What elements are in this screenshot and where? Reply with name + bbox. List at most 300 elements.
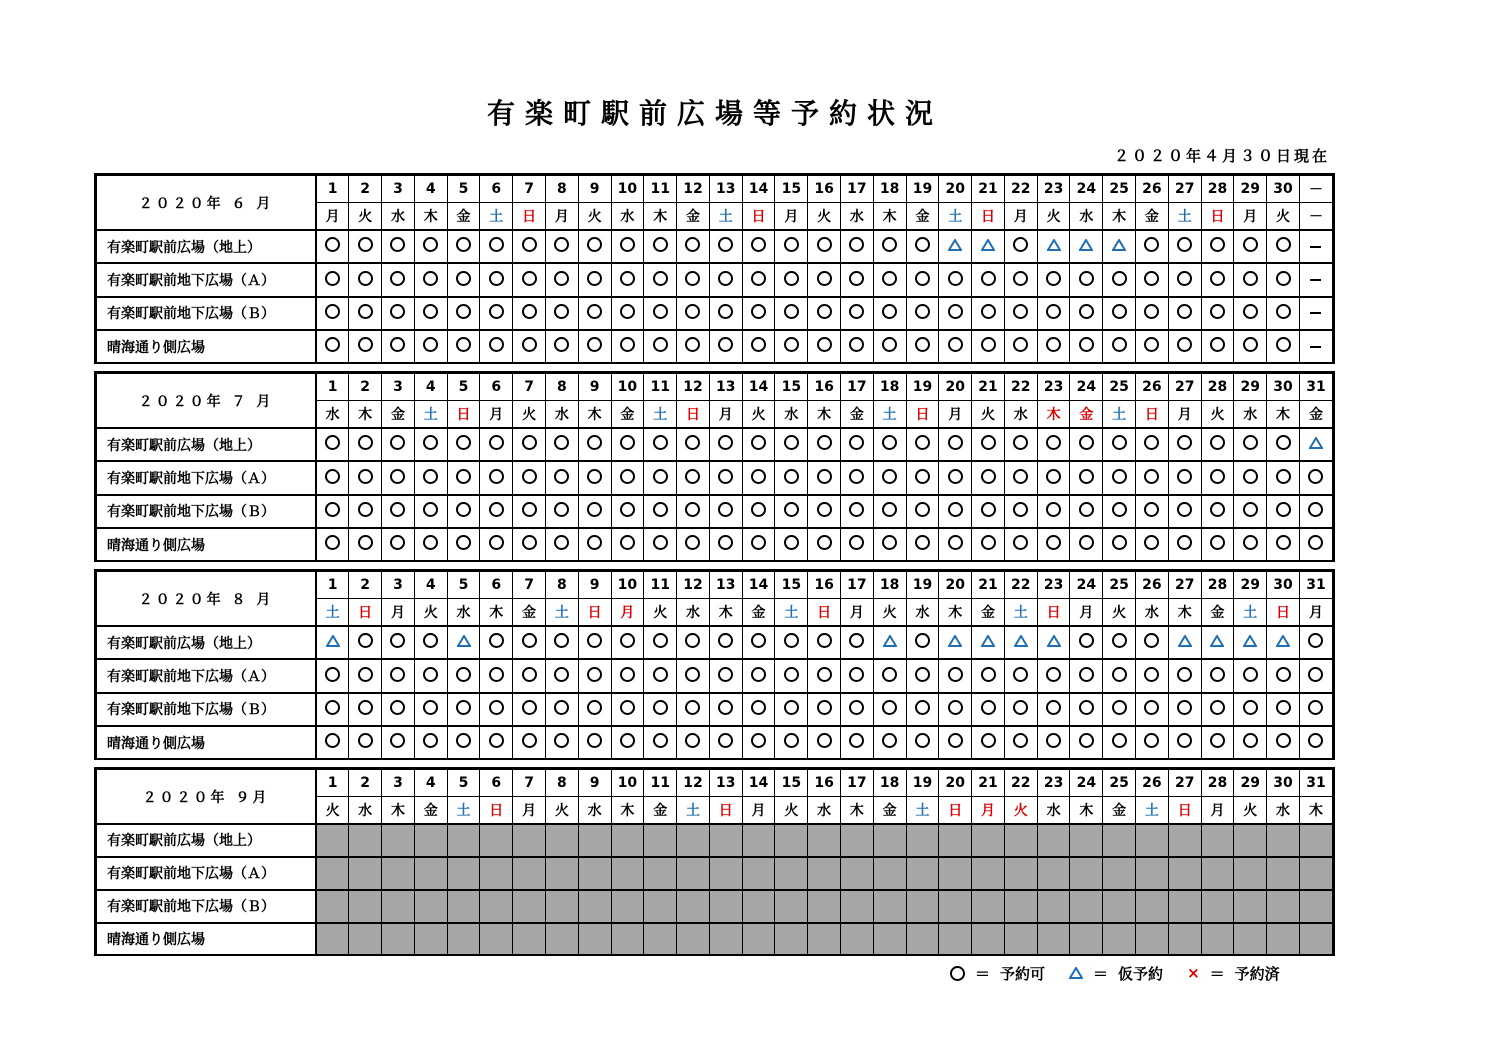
circle-icon	[653, 304, 668, 319]
status-available	[1267, 495, 1300, 528]
triangle-icon	[948, 635, 962, 647]
status-available	[677, 659, 710, 692]
day-of-week: 水	[545, 401, 578, 429]
status-unavailable	[1037, 824, 1070, 857]
status-available	[742, 659, 775, 692]
circle-icon	[817, 535, 832, 550]
circle-icon	[948, 733, 963, 748]
status-unavailable	[775, 923, 808, 954]
day-of-week: 土	[545, 599, 578, 627]
status-available	[480, 297, 513, 330]
status-available	[972, 528, 1005, 560]
circle-icon	[1308, 535, 1323, 550]
day-of-week: 火	[1037, 203, 1070, 231]
day-number: 18	[873, 374, 906, 401]
status-unavailable	[1004, 923, 1037, 954]
status-available	[841, 693, 874, 726]
status-available	[513, 230, 546, 263]
day-number: 2	[349, 572, 382, 599]
day-number: 10	[611, 770, 644, 797]
day-number: 26	[1136, 176, 1169, 203]
circle-icon	[1276, 469, 1291, 484]
day-number: 24	[1070, 572, 1103, 599]
circle-icon	[915, 469, 930, 484]
status-available	[382, 659, 415, 692]
day-of-week: 月	[939, 401, 972, 429]
status-available	[480, 659, 513, 692]
circle-icon	[1013, 667, 1028, 682]
circle-icon	[882, 337, 897, 352]
status-available	[1234, 461, 1267, 494]
day-of-week: 金	[382, 401, 415, 429]
circle-icon	[1177, 535, 1192, 550]
status-unavailable	[1103, 890, 1136, 923]
status-available	[808, 297, 841, 330]
circle-icon	[358, 700, 373, 715]
legend-equals: ＝	[975, 964, 991, 983]
status-available	[1201, 297, 1234, 330]
circle-icon	[1210, 271, 1225, 286]
day-of-week: 金	[447, 203, 480, 231]
status-available	[906, 693, 939, 726]
circle-icon	[653, 700, 668, 715]
status-available	[1004, 528, 1037, 560]
status-available	[742, 263, 775, 296]
circle-icon	[718, 502, 733, 517]
status-available	[447, 659, 480, 692]
circle-icon	[620, 435, 635, 450]
status-available	[939, 263, 972, 296]
status-available	[1201, 428, 1234, 461]
circle-icon	[1046, 271, 1061, 286]
status-available	[545, 297, 578, 330]
status-unavailable	[1299, 890, 1332, 923]
day-of-week: 月	[316, 203, 349, 231]
circle-icon	[751, 304, 766, 319]
location-label: 晴海通り側広場	[97, 923, 317, 954]
status-available	[578, 495, 611, 528]
status-available	[1168, 495, 1201, 528]
status-available	[1299, 659, 1332, 692]
status-available	[414, 263, 447, 296]
day-number: 13	[709, 374, 742, 401]
status-unavailable	[414, 824, 447, 857]
circle-icon	[325, 337, 340, 352]
status-available	[1136, 428, 1169, 461]
status-unavailable	[382, 923, 415, 954]
status-available	[545, 626, 578, 659]
status-unavailable	[1168, 923, 1201, 954]
status-available	[906, 263, 939, 296]
triangle-icon	[883, 635, 897, 647]
day-number: 4	[414, 770, 447, 797]
circle-icon	[685, 667, 700, 682]
circle-icon	[522, 633, 537, 648]
status-tentative	[1070, 230, 1103, 263]
status-available	[709, 297, 742, 330]
circle-icon	[423, 337, 438, 352]
day-number: 12	[677, 176, 710, 203]
circle-icon	[685, 271, 700, 286]
status-available	[1070, 495, 1103, 528]
circle-icon	[751, 633, 766, 648]
month-block	[94, 173, 1335, 364]
circle-icon	[1243, 502, 1258, 517]
day-number: 2	[349, 176, 382, 203]
day-of-week: 月	[513, 797, 546, 825]
legend	[950, 962, 1340, 984]
circle-icon	[1308, 733, 1323, 748]
circle-icon	[1013, 535, 1028, 550]
circle-icon	[1177, 337, 1192, 352]
day-number: 16	[808, 572, 841, 599]
status-available	[447, 230, 480, 263]
status-available	[939, 528, 972, 560]
day-number: 28	[1201, 374, 1234, 401]
circle-icon	[653, 271, 668, 286]
circle-icon	[784, 502, 799, 517]
status-available	[742, 230, 775, 263]
status-unavailable	[513, 824, 546, 857]
circle-icon	[390, 633, 405, 648]
circle-icon	[817, 435, 832, 450]
status-available	[447, 428, 480, 461]
legend-booked	[1187, 963, 1280, 984]
circle-icon	[1177, 435, 1192, 450]
status-available	[1299, 528, 1332, 560]
circle-icon	[915, 733, 930, 748]
day-number: 15	[775, 176, 808, 203]
status-available	[677, 693, 710, 726]
status-available	[480, 495, 513, 528]
circle-icon	[620, 667, 635, 682]
status-available	[972, 297, 1005, 330]
day-of-week: 土	[709, 203, 742, 231]
day-number: 12	[677, 572, 710, 599]
status-available	[1234, 428, 1267, 461]
day-number: 19	[906, 374, 939, 401]
status-available	[677, 230, 710, 263]
status-unavailable	[480, 890, 513, 923]
status-available	[513, 330, 546, 362]
circle-icon	[423, 435, 438, 450]
status-available	[873, 693, 906, 726]
status-available	[480, 528, 513, 560]
status-available	[545, 263, 578, 296]
circle-icon	[685, 337, 700, 352]
status-available	[873, 461, 906, 494]
circle-icon	[489, 435, 504, 450]
circle-icon	[1308, 700, 1323, 715]
day-of-week: 日	[709, 797, 742, 825]
status-available	[841, 726, 874, 758]
circle-icon	[784, 304, 799, 319]
status-available	[1168, 330, 1201, 362]
status-available	[349, 693, 382, 726]
day-of-week: 木	[709, 599, 742, 627]
day-of-week: 水	[382, 203, 415, 231]
circle-icon	[554, 337, 569, 352]
status-unavailable	[873, 857, 906, 890]
triangle-icon	[981, 239, 995, 251]
triangle-icon	[981, 635, 995, 647]
circle-icon	[554, 304, 569, 319]
circle-icon	[1144, 633, 1159, 648]
day-of-week: 木	[939, 599, 972, 627]
day-number: 26	[1136, 374, 1169, 401]
circle-icon	[718, 633, 733, 648]
circle-icon	[817, 304, 832, 319]
status-available	[906, 528, 939, 560]
month-label: ２０２０年 ８ 月	[97, 572, 317, 627]
status-available	[1070, 461, 1103, 494]
circle-icon	[981, 700, 996, 715]
status-available	[414, 495, 447, 528]
day-number: 1	[316, 770, 349, 797]
circle-icon	[1112, 667, 1127, 682]
status-available	[808, 461, 841, 494]
status-available	[1103, 528, 1136, 560]
status-available	[873, 495, 906, 528]
day-number: 28	[1201, 572, 1234, 599]
circle-icon	[948, 304, 963, 319]
day-of-week: 土	[644, 401, 677, 429]
circle-icon	[1046, 700, 1061, 715]
circle-icon	[587, 700, 602, 715]
status-available	[513, 693, 546, 726]
circle-icon	[390, 469, 405, 484]
status-available	[1037, 528, 1070, 560]
circle-icon	[817, 337, 832, 352]
status-unavailable	[611, 857, 644, 890]
circle-icon	[522, 237, 537, 252]
status-unavailable	[644, 857, 677, 890]
circle-icon	[685, 304, 700, 319]
status-available	[611, 495, 644, 528]
circle-icon	[948, 502, 963, 517]
status-available	[709, 330, 742, 362]
status-available	[644, 495, 677, 528]
circle-icon	[587, 502, 602, 517]
status-available	[316, 230, 349, 263]
day-of-week: 日	[1201, 203, 1234, 231]
status-available	[873, 528, 906, 560]
status-available	[1070, 528, 1103, 560]
circle-icon	[981, 535, 996, 550]
circle-icon	[751, 435, 766, 450]
day-of-week: 火	[1103, 599, 1136, 627]
status-available	[447, 495, 480, 528]
circle-icon	[390, 271, 405, 286]
circle-icon	[1144, 271, 1159, 286]
day-number: 5	[447, 176, 480, 203]
status-tentative	[316, 626, 349, 659]
circle-icon	[358, 271, 373, 286]
location-label: 有楽町駅前地下広場（Ｂ）	[97, 297, 317, 330]
status-available	[1267, 528, 1300, 560]
circle-icon	[817, 733, 832, 748]
circle-icon	[784, 271, 799, 286]
circle-icon	[1210, 535, 1225, 550]
circle-icon	[981, 733, 996, 748]
circle-icon	[653, 435, 668, 450]
status-available	[414, 726, 447, 758]
circle-icon	[456, 733, 471, 748]
circle-icon	[653, 502, 668, 517]
day-of-week: 月	[1234, 203, 1267, 231]
status-available	[1168, 230, 1201, 263]
status-available	[1234, 230, 1267, 263]
status-available	[742, 461, 775, 494]
circle-icon	[1079, 502, 1094, 517]
status-available	[513, 428, 546, 461]
day-number: 17	[841, 572, 874, 599]
status-available	[1004, 330, 1037, 362]
status-unavailable	[382, 824, 415, 857]
circle-icon	[1046, 502, 1061, 517]
day-number: 15	[775, 572, 808, 599]
circle-icon	[817, 700, 832, 715]
status-available	[578, 726, 611, 758]
status-available	[1070, 693, 1103, 726]
circle-icon	[1276, 502, 1291, 517]
circle-icon	[1112, 700, 1127, 715]
day-of-week: 金	[906, 203, 939, 231]
status-available	[1299, 726, 1332, 758]
circle-icon	[1276, 237, 1291, 252]
status-available	[545, 693, 578, 726]
day-of-week: 水	[1070, 203, 1103, 231]
circle-icon	[784, 237, 799, 252]
status-unavailable	[578, 890, 611, 923]
status-available	[841, 528, 874, 560]
status-available	[349, 528, 382, 560]
day-of-week: 木	[1103, 203, 1136, 231]
status-available	[414, 461, 447, 494]
day-of-week: 土	[1168, 203, 1201, 231]
circle-icon	[882, 237, 897, 252]
location-label: 晴海通り側広場	[97, 528, 317, 560]
circle-icon	[718, 435, 733, 450]
day-number: 13	[709, 176, 742, 203]
status-available	[382, 330, 415, 362]
circle-icon	[915, 304, 930, 319]
circle-icon	[849, 535, 864, 550]
month-block	[94, 767, 1335, 956]
status-available	[382, 297, 415, 330]
day-number: 18	[873, 176, 906, 203]
status-available	[513, 626, 546, 659]
status-available	[414, 528, 447, 560]
circle-icon	[620, 535, 635, 550]
status-unavailable	[1136, 923, 1169, 954]
status-unavailable	[972, 890, 1005, 923]
location-label: 有楽町駅前地下広場（Ｂ）	[97, 495, 317, 528]
circle-icon	[554, 633, 569, 648]
status-available	[1168, 528, 1201, 560]
status-available	[939, 461, 972, 494]
day-number: 7	[513, 572, 546, 599]
status-available	[1201, 230, 1234, 263]
circle-icon	[358, 502, 373, 517]
status-tentative	[939, 230, 972, 263]
circle-icon	[489, 700, 504, 715]
circle-icon	[751, 535, 766, 550]
circle-icon	[1308, 667, 1323, 682]
status-available	[677, 461, 710, 494]
status-tentative	[1168, 626, 1201, 659]
day-of-week: 日	[1168, 797, 1201, 825]
day-of-week: 火	[808, 203, 841, 231]
day-number: 4	[414, 572, 447, 599]
status-unavailable	[808, 923, 841, 954]
circle-icon	[1308, 469, 1323, 484]
status-available	[906, 626, 939, 659]
circle-icon	[817, 271, 832, 286]
day-number: 11	[644, 770, 677, 797]
legend-equals: ＝	[1209, 964, 1225, 983]
status-available	[1037, 495, 1070, 528]
day-of-week: 土	[1136, 797, 1169, 825]
status-unavailable	[873, 890, 906, 923]
circle-icon	[554, 435, 569, 450]
status-available	[1267, 428, 1300, 461]
circle-icon	[522, 535, 537, 550]
status-unavailable	[906, 890, 939, 923]
circle-icon	[1046, 337, 1061, 352]
status-unavailable	[1136, 857, 1169, 890]
day-of-week: 水	[841, 203, 874, 231]
status-tentative	[972, 230, 1005, 263]
status-available	[480, 428, 513, 461]
day-number: 23	[1037, 770, 1070, 797]
status-unavailable	[644, 890, 677, 923]
circle-icon	[554, 502, 569, 517]
status-available	[480, 461, 513, 494]
circle-icon	[751, 271, 766, 286]
circle-icon	[1308, 633, 1323, 648]
day-of-week: 木	[644, 203, 677, 231]
circle-icon	[948, 337, 963, 352]
reservation-table	[96, 769, 1333, 954]
status-available	[1168, 659, 1201, 692]
status-unavailable	[742, 923, 775, 954]
day-of-week: 金	[1136, 203, 1169, 231]
circle-icon	[718, 733, 733, 748]
status-unavailable	[939, 890, 972, 923]
status-available	[775, 230, 808, 263]
status-available	[611, 263, 644, 296]
day-number: 29	[1234, 770, 1267, 797]
day-number: 19	[906, 572, 939, 599]
status-available	[1299, 495, 1332, 528]
legend-tentative	[1069, 963, 1163, 984]
day-number: 4	[414, 176, 447, 203]
day-of-week: 日	[480, 797, 513, 825]
circle-icon	[423, 633, 438, 648]
day-number: 31	[1299, 374, 1332, 401]
status-available	[545, 461, 578, 494]
status-available	[841, 659, 874, 692]
status-unavailable	[841, 857, 874, 890]
status-available	[1136, 693, 1169, 726]
day-of-week: 月	[775, 203, 808, 231]
status-available	[1234, 263, 1267, 296]
status-available	[742, 428, 775, 461]
reservation-table	[96, 373, 1333, 560]
circle-icon	[456, 667, 471, 682]
circle-icon	[751, 337, 766, 352]
